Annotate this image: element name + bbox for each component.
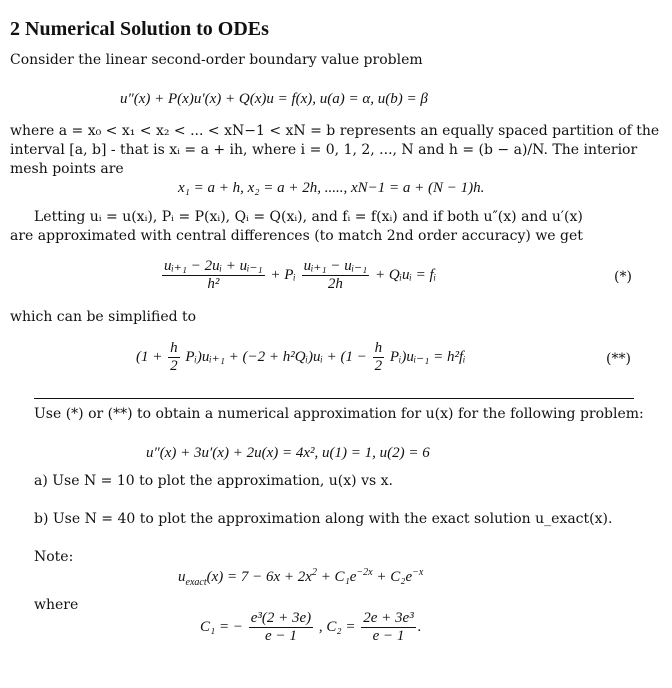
equation-double-star-tag: (**) [606,351,631,367]
problem-ode: u″(x) + 3u′(x) + 2u(x) = 4x², u(1) = 1, u(2) = 6 [146,445,430,461]
equation-star-tag: (*) [614,269,632,285]
c2-fraction: $\frac{\text{2e + 3e³}}{e - 1}$ [363,610,414,644]
partition-line-2: interval [a, b] - that is xᵢ = a + ih, where i = 0, 1, 2, ..., N and h = (b − a)/N. The interior [10,142,638,158]
note-label: Note: [34,549,74,565]
partition-line-3: mesh points are [10,161,124,177]
section-heading: 2 Numerical Solution to ODEs [10,18,269,40]
intro-text: Consider the linear second-order boundary value problem [10,52,423,68]
letting-line-1: Letting uᵢ = u(xᵢ), Pᵢ = P(xᵢ), Qᵢ = Q(xᵢ), and fᵢ = f(xᵢ) and if both u″(x) and u′(x) [34,209,583,225]
part-a: a) Use N = 10 to plot the approximation, u(x) vs x. [34,473,393,489]
simplified-text: which can be simplified to [10,309,197,325]
bvp-equation: u″(x) + P(x)u′(x) + Q(x)u = f(x), u(a) = α, u(b) = β [120,91,428,107]
problem-instruction: Use (*) or (**) to obtain a numerical approximation for u(x) for the following problem: [34,406,644,422]
mesh-points-equation: x₁ = a + h, x₂ = a + 2h, ....., xN−1 = a + (N − 1)h. [178,180,485,196]
section-divider [34,398,634,399]
equation-star: $\frac{\text{uᵢ₊₁ − 2uᵢ + uᵢ₋₁}}{\text{h²}}$ + Pᵢ $\frac{\text{uᵢ₊₁ − uᵢ₋₁}}{2h}$ + Qᵢuᵢ = fᵢ [164,258,437,292]
where-label: where [34,597,79,613]
constants-equation: C₁ = − $\frac{\text{e³(2 + 3e)}}{e - 1}$ , C₂ = $\frac{\text{2e + 3e³}}{e - 1}$ . [200,610,422,644]
part-b: b) Use N = 40 to plot the approximation along with the exact solution u_exact(x). [34,511,613,527]
difference-fraction-first: $\frac{\text{uᵢ₊₁ − uᵢ₋₁}}{2h}$ [303,258,368,292]
exact-solution: $u_{exact}(x) = 7 - 6x + 2x^2 + C_1e^{-2x} + C_2e^{-x}$ [178,567,424,588]
equation-double-star: (1 + $\frac{h}{2}$ Pᵢ)uᵢ₊₁ + (−2 + h²Qᵢ)uᵢ + (1 − $\frac{h}{2}$ Pᵢ)uᵢ₋₁ = h²fᵢ [136,340,466,374]
c1-fraction: $\frac{\text{e³(2 + 3e)}}{e - 1}$ [250,610,312,644]
difference-fraction-second: $\frac{\text{uᵢ₊₁ − 2uᵢ + uᵢ₋₁}}{\text{h²}}$ [164,258,263,292]
partition-line-1: where a = x₀ < x₁ < x₂ < ... < xN−1 < xN = b represents an equally spaced partition of the [10,123,660,139]
letting-line-2: are approximated with central differences (to match 2nd order accuracy) we get [10,228,583,244]
